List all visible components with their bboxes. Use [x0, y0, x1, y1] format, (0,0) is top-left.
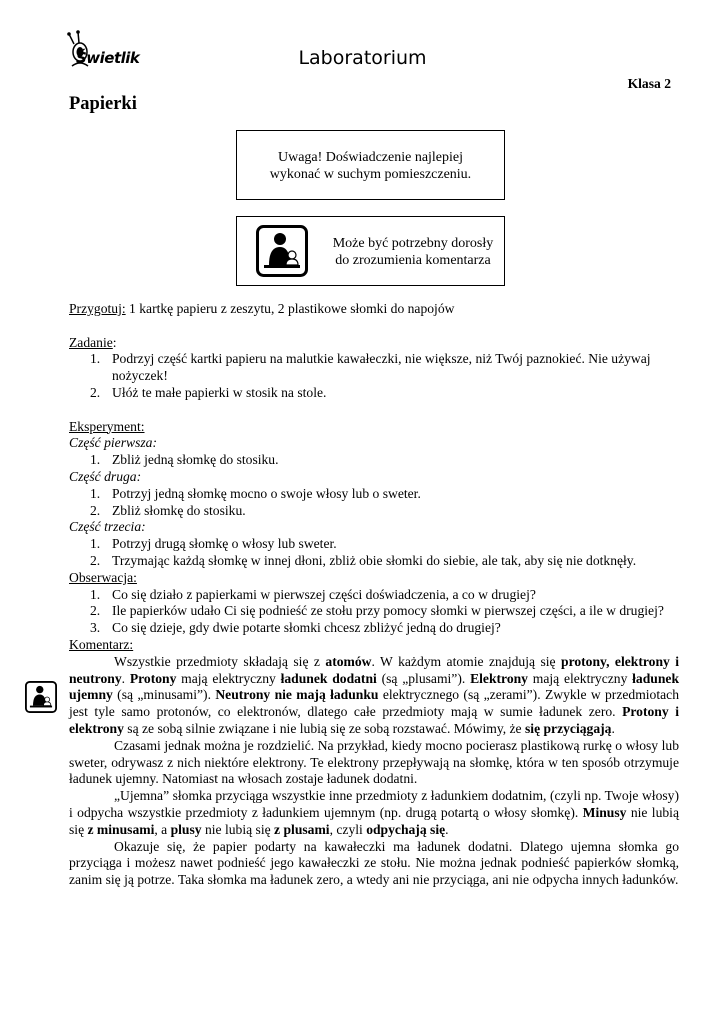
list-item: 2. Ile papierków udało Ci się podnieść ze stołu przy pomocy słomki w pierwszej części, a ile w drugiej?	[90, 603, 664, 619]
header-title: Laboratorium	[298, 47, 427, 69]
preparation-label: Przygotuj:	[69, 301, 126, 316]
bold-term: ładunek ujemny	[69, 670, 680, 703]
text-run: .	[445, 821, 449, 837]
task-heading: Zadanie:	[69, 334, 117, 350]
list-item: 1. Zbliż jedną słomkę do stosiku.	[90, 452, 279, 468]
main-content	[69, 301, 679, 889]
part-one-title: Część pierwsza:	[69, 435, 157, 451]
task-label: Zadanie	[69, 334, 113, 350]
text-run: .	[121, 670, 130, 686]
class-label: Klasa 2	[627, 76, 671, 91]
bold-term: z minusami	[87, 821, 155, 837]
document-title: Papierki	[69, 94, 137, 114]
adult-help-line-2: do zrozumienia komentarza	[335, 253, 491, 268]
list-item: 2. Ułóż te małe papierki w stosik na stole.	[90, 384, 327, 400]
comment-paragraph-1	[69, 654, 679, 738]
logo-text: Świetlik	[76, 49, 140, 67]
list-item: 3. Co się dzieje, gdy dwie potarte słomki chcesz zbliżyć jedną do drugiej?	[90, 620, 501, 636]
bold-term: z plusami	[274, 821, 330, 837]
text-run: (są „plusami”).	[376, 670, 471, 686]
text-run: „Ujemna” słomka przyciąga wszystkie inne przedmioty z ładunkiem dodatnim, (czyli np. Twoje włosy) i odpycha wszystkie przedmioty z ładunkiem ujemnym (np. drugą potartą o włosy słomkę).	[69, 788, 679, 820]
list-item: 1. Co się działo z papierkami w pierwszej części doświadczenia, a co w drugiej?	[90, 586, 536, 602]
adult-help-line-1: Może być potrzebny dorosły	[332, 236, 494, 251]
preparation-line	[69, 301, 679, 318]
bold-term: Protony	[129, 670, 177, 686]
warning-line-2: wykonać w suchym pomieszczeniu.	[269, 167, 472, 182]
text-run: elektrycznego (są „zerami”). Zwykle w przedmiotach jest tyle samo protonów, co elektronów, dlatego całe przedmioty mają w sumie ładunek zero.	[69, 687, 679, 720]
bold-term: Protony i elektrony	[69, 704, 679, 736]
bold-term: plusy	[170, 821, 202, 837]
bold-term: atomów	[325, 653, 372, 669]
task-list	[69, 351, 679, 401]
comment-paragraph-2: Czasami jednak można je rozdzielić. Na przykład, kiedy mocno pocierasz plastikową rurkę o włosy lub sweter, odrywasz z nich niektóre elektrony. Te elektrony przepływają na słomkę, która w ten sposób otrzymuje ładunek ujemny. Natomiast na włosach zostaje ładunek dodatni.	[69, 737, 679, 787]
bold-term: odpychają się	[366, 821, 446, 837]
bold-term: protony, elektrony i neutrony	[69, 653, 680, 686]
warning-box	[236, 130, 505, 200]
bold-term: Elektrony	[470, 670, 528, 686]
text-run: mają elektryczny	[176, 670, 281, 686]
bold-term: się przyciągają	[525, 720, 612, 736]
adult-help-box	[236, 216, 505, 286]
text-run: nie lubią się	[69, 804, 679, 837]
bold-term: ładunek dodatni	[280, 670, 377, 686]
list-item: 1. Podrzyj część kartki papieru na malutkie kawałeczki, nie większe, niż Twój paznokieć. Nie używaj nożyczek!	[90, 351, 651, 384]
text-run: są ze sobą silnie związane i nie lubią się ze sobą rozstawać. Mówimy, że	[123, 720, 525, 736]
list-item: 2. Trzymając każdą słomkę w innej dłoni, zbliż obie słomki do siebie, ale tak, aby się nie dotknęły.	[90, 552, 637, 568]
observation-list	[69, 587, 679, 637]
comment-paragraph-4: Okazuje się, że papier podarty na kawałeczki ma ładunek dodatni. Dlatego ujemna słomka go przyciąga i możesz nawet podnieść jego kawałeczki ze stołu. Nie można jednak podnieść papierków słomką, zanim się ją potrze. Taka słomka ma ładunek zero, a wtedy ani nie przyciąga, ani nie odpycha innych ładunków.	[69, 838, 679, 888]
adult-helper-icon	[256, 225, 308, 277]
list-item: 1. Potrzyj drugą słomkę o włosy lub sweter.	[90, 536, 337, 552]
warning-line-1: Uwaga! Doświadczenie najlepiej	[277, 150, 464, 165]
bold-term: Neutrony nie mają ładunku	[215, 687, 379, 703]
text-run: .	[611, 720, 615, 736]
list-item: 2. Zbliż słomkę do stosiku.	[90, 502, 246, 518]
text-run: mają elektryczny	[527, 670, 633, 686]
text-run: (są „minusami”).	[112, 687, 216, 703]
observation-label: Obserwacja:	[69, 569, 137, 585]
adult-helper-icon	[25, 681, 57, 713]
part-three-list	[69, 536, 679, 570]
part-three-title: Część trzecia:	[69, 519, 146, 535]
text-run: , czyli	[329, 821, 367, 837]
comment-paragraph-3	[69, 788, 679, 838]
text-run: . W każdym atomie znajdują się	[371, 653, 562, 669]
part-one-list	[69, 452, 679, 469]
bold-term: Minusy	[582, 804, 627, 820]
text-run: Wszystkie przedmioty składają się z	[114, 653, 326, 669]
list-item: 1. Potrzyj jedną słomkę mocno o swoje włosy lub o sweter.	[90, 485, 421, 501]
text-run: , a	[154, 821, 171, 837]
comment-label: Komentarz:	[69, 636, 134, 652]
part-two-title: Część druga:	[69, 468, 142, 484]
preparation-text: 1 kartkę papieru z zeszytu, 2 plastikowe słomki do napojów	[125, 301, 455, 316]
experiment-label: Eksperyment:	[69, 418, 145, 434]
text-run: nie lubią się	[201, 821, 275, 837]
part-two-list	[69, 486, 679, 520]
